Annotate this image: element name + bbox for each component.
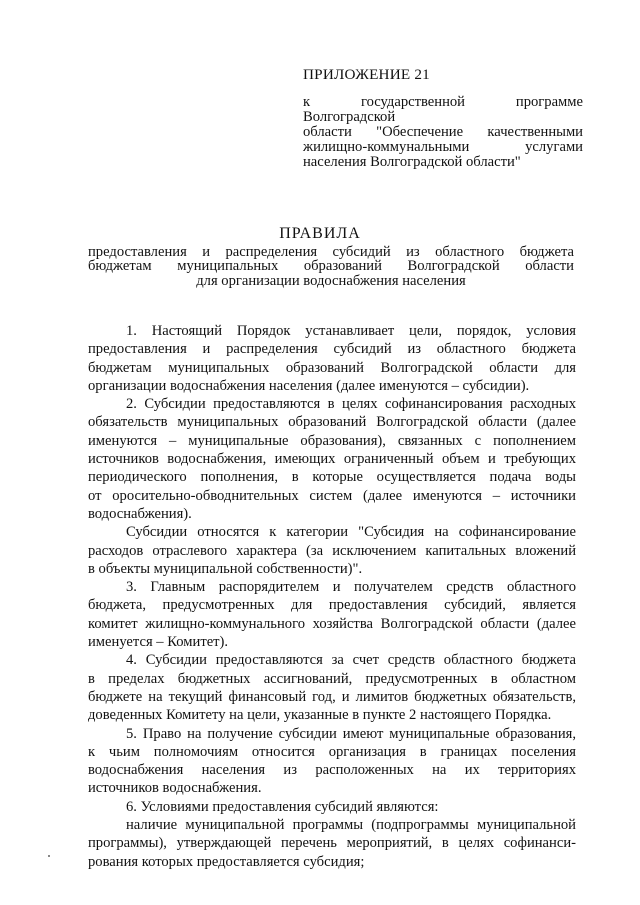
annex-reference — [303, 95, 583, 170]
body-line: 6. Условиями предоставления субсидий являются: — [126, 798, 439, 815]
body-line: к чьим полномочиям относится организация в границах поселения — [88, 743, 576, 760]
annex-line: к государственной программе Волгоградской — [303, 94, 583, 125]
document-subtitle — [88, 245, 574, 288]
body-line: Субсидии относятся к категории "Субсидия на софинансирование — [126, 524, 576, 541]
body-line: наличие муниципальной программы (подпрограммы муниципальной — [126, 817, 576, 834]
annex-line: населения Волгоградской области" — [303, 154, 521, 170]
body-line: рования которых предоставляется субсидия; — [88, 853, 365, 870]
body-line: бюджетам муниципальных образований Волгоградской области для — [88, 359, 576, 376]
body-line: комитет жилищно-коммунального хозяйства Волгоградской области (далее — [88, 615, 576, 632]
subtitle-line: бюджетам муниципальных образований Волгоградской области — [88, 258, 574, 275]
body-line: программы), утверждающей перечень мероприятий, в целях софинанси- — [88, 835, 576, 852]
body-line: источников водоснабжения. — [88, 780, 262, 797]
document-body — [88, 322, 576, 871]
body-line: источников водоснабжения, имеющих ограниченный объем и требующих — [88, 451, 576, 468]
body-line: расходов отраслевого характера (за исключением капитальных вложений — [88, 542, 576, 559]
subtitle-line: для организации водоснабжения населения — [196, 272, 466, 289]
body-line: водоснабжения). — [88, 505, 192, 522]
body-line: именуются – муниципальные образования), связанных с пополнением — [88, 432, 576, 449]
body-line: в объекты муниципальной собственности)". — [88, 560, 363, 577]
body-line: доведенных Комитету на цели, указанные в пункте 2 настоящего Порядка. — [88, 707, 552, 724]
annex-line: области "Обеспечение качественными — [303, 124, 583, 140]
body-line: от оросительно-обводнительных систем (далее именуются – источники — [88, 487, 576, 504]
body-line: водоснабжения населения из расположенных на их территориях — [88, 762, 576, 779]
body-line: именуется – Комитет). — [88, 634, 229, 651]
body-line: периодического пополнения, в которые осуществляется подача воды — [88, 469, 576, 486]
subtitle-line: предоставления и распределения субсидий из областного бюджета — [88, 244, 574, 260]
body-line: 3. Главным распорядителем и получателем средств областного — [126, 579, 576, 596]
body-line: 1. Настоящий Порядок устанавливает цели, порядок, условия — [126, 323, 576, 339]
annex-title: ПРИЛОЖЕНИЕ 21 — [303, 66, 430, 83]
body-line: 5. Право на получение субсидии имеют муниципальные образования, — [126, 725, 576, 742]
body-line: бюджете на текущий финансовый год, и лимитов бюджетных обязательств, — [88, 688, 576, 705]
body-line: организации водоснабжения населения (далее именуются – субсидии). — [88, 377, 530, 394]
body-line: 2. Субсидии предоставляются в целях софинансирования расходных — [126, 396, 576, 413]
body-line: в пределах бюджетных ассигнований, предусмотренных в областном — [88, 670, 576, 687]
scan-speck — [48, 855, 50, 857]
body-line: бюджета, предусмотренных для предоставления субсидий, является — [88, 597, 576, 614]
body-line: обязательств муниципальных образований Волгоградской области (далее — [88, 414, 576, 431]
annex-line: жилищно-коммунальными услугами — [303, 139, 583, 155]
body-line: предоставления и распределения субсидий из областного бюджета — [88, 341, 576, 358]
body-line: 4. Субсидии предоставляются за счет средств областного бюджета — [126, 652, 576, 669]
document-heading: ПРАВИЛА — [279, 225, 361, 242]
